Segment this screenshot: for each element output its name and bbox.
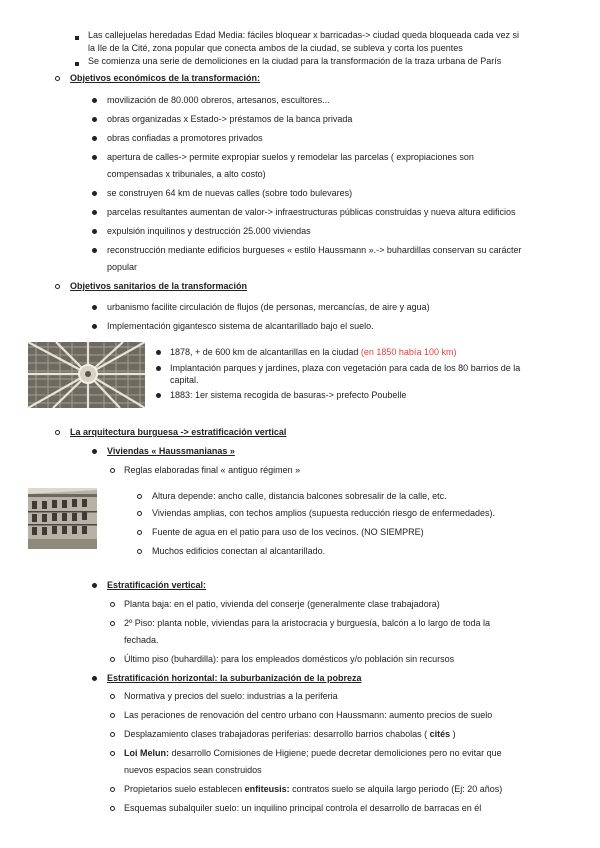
vertical-item-cont: fechada. bbox=[124, 635, 159, 645]
circle-bullet-icon bbox=[110, 713, 115, 718]
horizontal-item bbox=[124, 783, 502, 795]
bullet-icon bbox=[92, 248, 97, 253]
intro-line-3: Se comienza una serie de demoliciones en la ciudad para la transformación de la traza urbana de París bbox=[88, 56, 502, 66]
intro-line-2: la Ile de la Cité, zona popular que conecta ambos de la ciudad, se subleva y corta los puentes bbox=[88, 43, 463, 53]
economic-item-cont: popular bbox=[107, 262, 138, 272]
bullet-icon bbox=[156, 366, 161, 371]
horizontal-item bbox=[124, 728, 456, 740]
circle-bullet-icon bbox=[55, 284, 60, 289]
circle-bullet-icon bbox=[55, 76, 60, 81]
horizontal-item: Esquemas subalquiler suelo: un inquilino principal controla el desarrollo de barracas en él bbox=[124, 803, 482, 813]
haussmann-building-image bbox=[28, 488, 97, 549]
loi-melun-term: Loi Melun: bbox=[124, 748, 169, 758]
bullet-icon bbox=[92, 583, 97, 588]
horizontal-item-text: Propietarios suelo establecen bbox=[124, 784, 245, 794]
sanitary-sub-item-cont: capital. bbox=[170, 375, 199, 385]
vertical-heading: Estratificación vertical: bbox=[107, 580, 207, 590]
vertical-item: Último piso (buhardilla): para los empleados domésticos y/o población sin recursos bbox=[124, 654, 455, 664]
circle-bullet-icon bbox=[137, 494, 142, 499]
circle-bullet-icon bbox=[110, 751, 115, 756]
sanitary-sub-item: Implantación parques y jardines, plaza con vegetación para cada de los 80 barrios de la bbox=[170, 363, 521, 373]
circle-bullet-icon bbox=[110, 468, 115, 473]
economic-item: obras confiadas a promotores privados bbox=[107, 133, 263, 143]
bullet-icon bbox=[92, 676, 97, 681]
horizontal-item: Las peraciones de renovación del centro urbano con Haussmann: aumento precios de suelo bbox=[124, 710, 493, 720]
viviendas-detail: Altura depende: ancho calle, distancia balcones sobresalir de la calle, etc. bbox=[152, 491, 447, 501]
horizontal-item: Normativa y precios del suelo: industrias a la periferia bbox=[124, 691, 338, 701]
economic-item: expulsión inquilinos y destrucción 25.000 viviendas bbox=[107, 226, 311, 236]
economic-item: reconstrucción mediante edificios burgueses « estilo Haussmann ».-> buhardillas conservan su carácter bbox=[107, 245, 522, 255]
circle-bullet-icon bbox=[110, 732, 115, 737]
bullet-icon bbox=[92, 98, 97, 103]
viviendas-detail: Muchos edificios conectan al alcantarillado. bbox=[152, 546, 326, 556]
sanitary-item: urbanismo facilite circulación de flujos (de personas, mercancías, de aire y agua) bbox=[107, 302, 430, 312]
economic-item: parcelas resultantes aumentan de valor-> infraestructuras públicas construidas y nueva altura edificios bbox=[107, 207, 516, 217]
viviendas-rules: Reglas elaboradas final « antiguo régimen » bbox=[124, 465, 301, 475]
square-bullet-icon bbox=[75, 62, 79, 66]
circle-bullet-icon bbox=[110, 806, 115, 811]
viviendas-detail: Fuente de agua en el patio para uso de los vecinos. (NO SIEMPRE) bbox=[152, 527, 424, 537]
vertical-item: 2º Piso: planta noble, viviendas para la aristocracia y burguesía, balcón a lo largo de toda la bbox=[124, 618, 491, 628]
horizontal-item bbox=[124, 747, 502, 759]
sanitary-heading: Objetivos sanitarios de la transformación bbox=[70, 281, 248, 291]
circle-bullet-icon bbox=[55, 430, 60, 435]
bullet-icon bbox=[92, 155, 97, 160]
vertical-item: Planta baja: en el patio, vivienda del conserje (generalmente clase trabajadora) bbox=[124, 599, 440, 609]
bullet-icon bbox=[92, 136, 97, 141]
circle-bullet-icon bbox=[110, 694, 115, 699]
bullet-icon bbox=[92, 305, 97, 310]
sewer-text: 1878, + de 600 km de alcantarillas en la ciudad bbox=[170, 347, 361, 357]
horizontal-item-text: contratos suelo se alquila largo periodo (Ej: 20 años) bbox=[289, 784, 503, 794]
economic-item: se construyen 64 km de nuevas calles (sobre todo bulevares) bbox=[107, 188, 353, 198]
horizontal-item-cont: nuevos espacios sean construidos bbox=[124, 765, 262, 775]
cites-term: cités bbox=[429, 729, 451, 739]
sanitary-item: Implementación gigantesco sistema de alcantarillado bajo el suelo. bbox=[107, 321, 374, 331]
economic-item: apertura de calles-> permite expropiar suelos y remodelar las parcelas ( expropiaciones son bbox=[107, 152, 474, 162]
economic-item: movilización de 80.000 obreros, artesanos, escultores... bbox=[107, 95, 330, 105]
bullet-icon bbox=[156, 350, 161, 355]
bullet-icon bbox=[92, 210, 97, 215]
sanitary-sub-item bbox=[170, 346, 456, 358]
intro-line-1: Las callejuelas heredadas Edad Media: fáciles bloquear x barricadas-> ciudad queda bloqueada cada vez si bbox=[88, 30, 520, 40]
bullet-icon bbox=[92, 324, 97, 329]
enfiteusis-term: enfiteusis: bbox=[244, 784, 290, 794]
square-bullet-icon bbox=[75, 36, 79, 40]
viviendas-heading: Viviendas « Haussmanianas » bbox=[107, 446, 235, 456]
horizontal-heading: Estratificación horizontal: la suburbanización de la pobreza bbox=[107, 673, 362, 683]
economic-heading: Objetivos económicos de la transformación: bbox=[70, 73, 261, 83]
bullet-icon bbox=[92, 449, 97, 454]
circle-bullet-icon bbox=[110, 787, 115, 792]
horizontal-item-text: Desplazamiento clases trabajadoras periferias: desarrollo barrios chabolas ( bbox=[124, 729, 430, 739]
sewer-note: (en 1850 había 100 km) bbox=[360, 347, 457, 357]
circle-bullet-icon bbox=[137, 530, 142, 535]
horizontal-item-text: desarrollo Comisiones de Higiene; puede decretar demoliciones pero no evitar que bbox=[169, 748, 502, 758]
bullet-icon bbox=[92, 191, 97, 196]
sanitary-sub-item: 1883: 1er sistema recogida de basuras-> prefecto Poubelle bbox=[170, 390, 407, 400]
circle-bullet-icon bbox=[110, 621, 115, 626]
circle-bullet-icon bbox=[137, 511, 142, 516]
economic-item-cont: compensadas x tribunales, a alto costo) bbox=[107, 169, 266, 179]
viviendas-detail: Viviendas amplias, con techos amplios (supuesta reducción riesgo de enfermedades). bbox=[152, 508, 496, 518]
circle-bullet-icon bbox=[110, 657, 115, 662]
bullet-icon bbox=[92, 229, 97, 234]
bullet-icon bbox=[92, 117, 97, 122]
architecture-heading: La arquitectura burguesa -> estratificación vertical bbox=[70, 427, 287, 437]
horizontal-item-text: ) bbox=[450, 729, 456, 739]
bullet-icon bbox=[156, 393, 161, 398]
economic-item: obras organizadas x Estado-> préstamos de la banca privada bbox=[107, 114, 353, 124]
circle-bullet-icon bbox=[110, 602, 115, 607]
paris-aerial-image bbox=[28, 342, 145, 408]
circle-bullet-icon bbox=[137, 549, 142, 554]
